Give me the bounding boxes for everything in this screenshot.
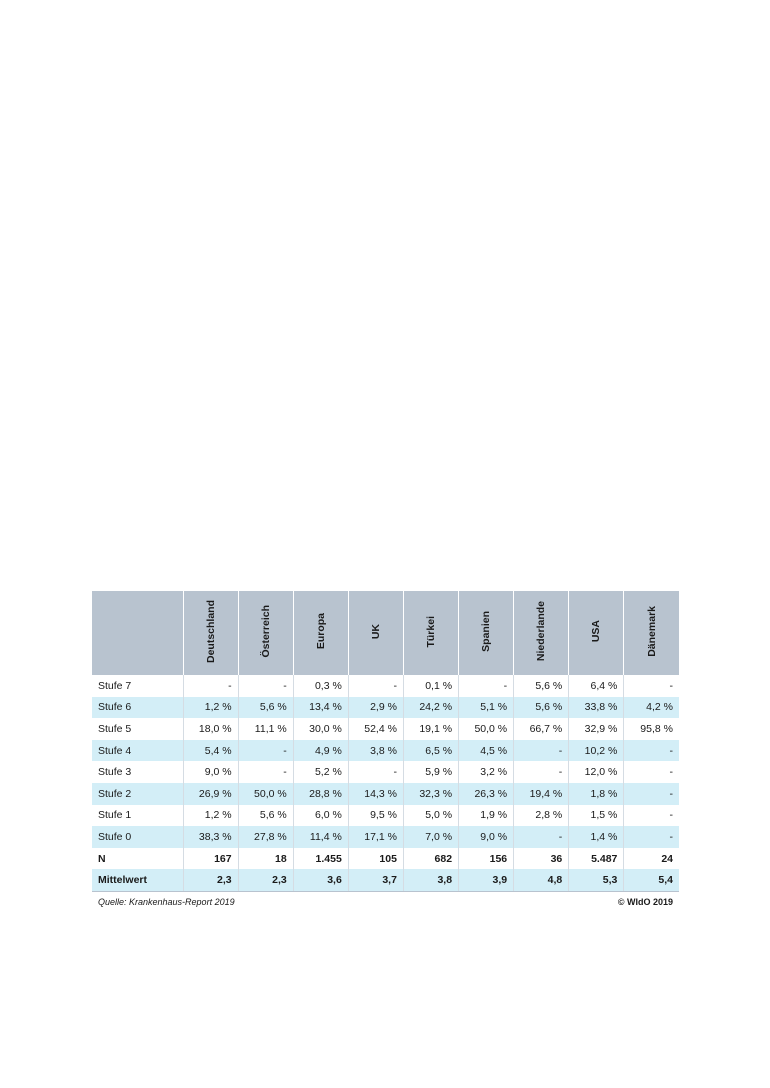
table-cell: 1,8 % xyxy=(569,783,624,805)
table-cell: - xyxy=(459,675,514,697)
table-cell: - xyxy=(238,675,293,697)
table-cell: 13,4 % xyxy=(293,697,348,719)
table-cell: 32,3 % xyxy=(403,783,458,805)
table-cell: 28,8 % xyxy=(293,783,348,805)
header-row xyxy=(92,591,679,675)
table-cell: 4,8 xyxy=(514,869,569,891)
row-label: Stufe 0 xyxy=(92,826,183,848)
header-corner xyxy=(92,591,183,675)
column-header xyxy=(183,591,238,675)
table-cell: 4,2 % xyxy=(624,697,679,719)
table-cell: 10,2 % xyxy=(569,740,624,762)
table-cell: 1,2 % xyxy=(183,805,238,827)
data-table-container xyxy=(92,591,679,892)
table-cell: 5,1 % xyxy=(459,697,514,719)
table-cell: 4,9 % xyxy=(293,740,348,762)
table-row xyxy=(92,783,679,805)
table-cell: 11,1 % xyxy=(238,718,293,740)
table-cell: 1,5 % xyxy=(569,805,624,827)
table-cell: 6,0 % xyxy=(293,805,348,827)
table-row xyxy=(92,697,679,719)
table-cell: 38,3 % xyxy=(183,826,238,848)
table-cell: 6,5 % xyxy=(403,740,458,762)
table-cell: 18,0 % xyxy=(183,718,238,740)
table-cell: 9,0 % xyxy=(183,761,238,783)
table-cell: 5,4 xyxy=(624,869,679,891)
table-cell: 18 xyxy=(238,848,293,870)
column-header-label: Türkei xyxy=(424,615,437,648)
table-cell: - xyxy=(624,826,679,848)
column-header xyxy=(459,591,514,675)
table-cell: - xyxy=(624,783,679,805)
table-cell: - xyxy=(624,675,679,697)
table-cell: - xyxy=(238,740,293,762)
table-cell: 5.487 xyxy=(569,848,624,870)
copyright-note: © WIdO 2019 xyxy=(617,897,673,907)
column-header-label: Dänemark xyxy=(645,606,658,657)
table-cell: 5,9 % xyxy=(403,761,458,783)
column-header xyxy=(514,591,569,675)
row-label: Stufe 2 xyxy=(92,783,183,805)
column-header-label: UK xyxy=(369,623,382,640)
row-label: Stufe 4 xyxy=(92,740,183,762)
table-cell: 9,0 % xyxy=(459,826,514,848)
table-cell: 2,3 xyxy=(238,869,293,891)
table-cell: 12,0 % xyxy=(569,761,624,783)
table-cell: 3,2 % xyxy=(459,761,514,783)
table-cell: - xyxy=(514,826,569,848)
table-cell: 3,8 xyxy=(403,869,458,891)
table-header xyxy=(92,591,679,675)
table-cell: 0,1 % xyxy=(403,675,458,697)
table-cell: 105 xyxy=(348,848,403,870)
table-cell: 26,3 % xyxy=(459,783,514,805)
column-header-label: Spanien xyxy=(480,611,493,652)
table-cell: 50,0 % xyxy=(459,718,514,740)
column-header-label: Österreich xyxy=(259,605,272,658)
table-cell: 24,2 % xyxy=(403,697,458,719)
table-cell: 3,9 xyxy=(459,869,514,891)
table-cell: 2,9 % xyxy=(348,697,403,719)
table-row xyxy=(92,740,679,762)
table-cell: 5,6 % xyxy=(238,805,293,827)
table-cell: 5,6 % xyxy=(514,675,569,697)
table-cell: 9,5 % xyxy=(348,805,403,827)
table-row xyxy=(92,805,679,827)
column-header-label: Deutschland xyxy=(204,599,217,663)
row-label: Stufe 1 xyxy=(92,805,183,827)
column-header xyxy=(403,591,458,675)
table-cell: 11,4 % xyxy=(293,826,348,848)
table-cell: - xyxy=(624,761,679,783)
column-header xyxy=(624,591,679,675)
data-table xyxy=(92,591,679,892)
table-cell: 7,0 % xyxy=(403,826,458,848)
column-header xyxy=(348,591,403,675)
table-cell: 33,8 % xyxy=(569,697,624,719)
table-cell: - xyxy=(514,740,569,762)
table-cell: 5,0 % xyxy=(403,805,458,827)
table-cell: - xyxy=(348,675,403,697)
table-cell: 1,2 % xyxy=(183,697,238,719)
table-cell: 156 xyxy=(459,848,514,870)
table-row xyxy=(92,675,679,697)
table-cell: - xyxy=(348,761,403,783)
column-header xyxy=(293,591,348,675)
table-cell: 0,3 % xyxy=(293,675,348,697)
table-cell: - xyxy=(238,761,293,783)
table-cell: 5,4 % xyxy=(183,740,238,762)
table-cell: 36 xyxy=(514,848,569,870)
column-header xyxy=(238,591,293,675)
table-row xyxy=(92,761,679,783)
table-row xyxy=(92,848,679,870)
table-cell: 1.455 xyxy=(293,848,348,870)
table-cell: 52,4 % xyxy=(348,718,403,740)
table-cell: 3,8 % xyxy=(348,740,403,762)
table-cell: 17,1 % xyxy=(348,826,403,848)
table-cell: 5,2 % xyxy=(293,761,348,783)
table-cell: 2,8 % xyxy=(514,805,569,827)
table-cell: - xyxy=(514,761,569,783)
table-cell: 3,6 xyxy=(293,869,348,891)
table-body xyxy=(92,675,679,891)
table-row xyxy=(92,869,679,891)
table-cell: 5,6 % xyxy=(514,697,569,719)
row-label: Stufe 5 xyxy=(92,718,183,740)
source-note: Quelle: Krankenhaus-Report 2019 xyxy=(98,897,235,907)
table-cell: 3,7 xyxy=(348,869,403,891)
table-cell: 1,4 % xyxy=(569,826,624,848)
table-cell: 27,8 % xyxy=(238,826,293,848)
table-row xyxy=(92,718,679,740)
table-cell: - xyxy=(624,805,679,827)
table-cell: 32,9 % xyxy=(569,718,624,740)
table-cell: 5,6 % xyxy=(238,697,293,719)
row-label: Stufe 3 xyxy=(92,761,183,783)
table-cell: 682 xyxy=(403,848,458,870)
table-cell: 4,5 % xyxy=(459,740,514,762)
table-cell: 66,7 % xyxy=(514,718,569,740)
row-label: Stufe 7 xyxy=(92,675,183,697)
column-header-label: Europa xyxy=(314,613,327,650)
table-cell: - xyxy=(183,675,238,697)
table-cell: 5,3 xyxy=(569,869,624,891)
table-row xyxy=(92,826,679,848)
column-header-label: Niederlande xyxy=(535,601,548,662)
table-cell: 24 xyxy=(624,848,679,870)
table-cell: 14,3 % xyxy=(348,783,403,805)
table-cell: 167 xyxy=(183,848,238,870)
table-cell: 30,0 % xyxy=(293,718,348,740)
table-cell: 2,3 xyxy=(183,869,238,891)
table-cell: 19,1 % xyxy=(403,718,458,740)
table-cell: - xyxy=(624,740,679,762)
table-cell: 1,9 % xyxy=(459,805,514,827)
table-cell: 6,4 % xyxy=(569,675,624,697)
table-cell: 95,8 % xyxy=(624,718,679,740)
row-label: Stufe 6 xyxy=(92,697,183,719)
table-cell: 19,4 % xyxy=(514,783,569,805)
column-header xyxy=(569,591,624,675)
column-header-label: USA xyxy=(590,620,603,643)
table-cell: 50,0 % xyxy=(238,783,293,805)
table-cell: 26,9 % xyxy=(183,783,238,805)
row-label: Mittelwert xyxy=(92,869,183,891)
row-label: N xyxy=(92,848,183,870)
table-footer xyxy=(98,897,673,907)
